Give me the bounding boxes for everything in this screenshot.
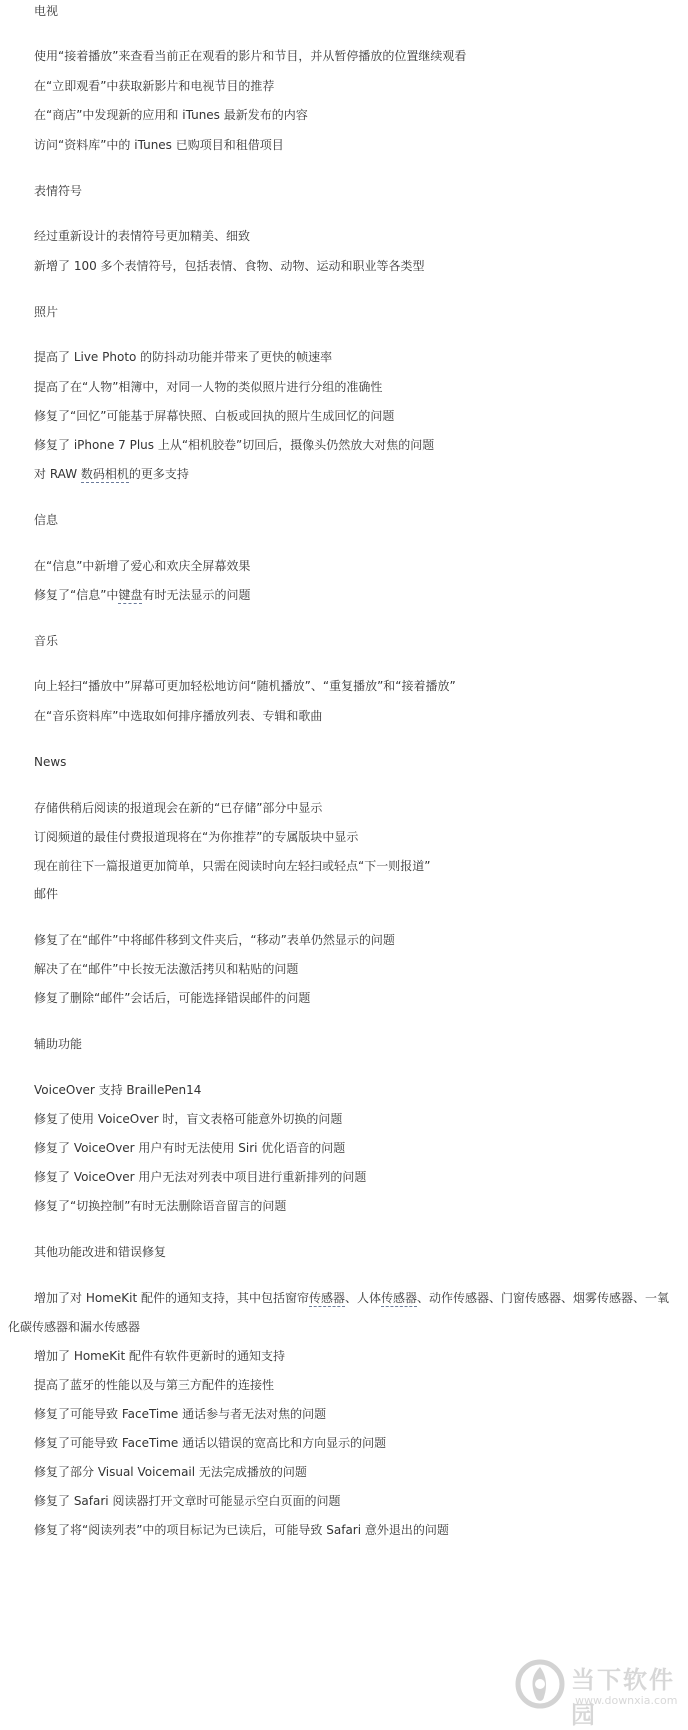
homekit-part-1: 增加了对 HomeKit 配件的通知支持，其中包括窗帘 (34, 1291, 309, 1305)
homekit-part-2: 、人体 (345, 1291, 382, 1305)
list-item: 修复了 iPhone 7 Plus 上从“相机胶卷”切回后，摄像头仍然放大对焦的问题 (34, 438, 435, 452)
list-item: 现在前往下一篇报道更加简单，只需在阅读时向左轻扫或轻点“下一则报道” (34, 859, 431, 873)
list-item-homekit-cont: 化碳传感器和漏水传感器 (8, 1320, 141, 1334)
raw-prefix: 对 RAW (34, 467, 81, 481)
list-item: 新增了 100 多个表情符号，包括表情、食物、动物、运动和职业等各类型 (34, 259, 425, 273)
list-item: 修复了可能导致 FaceTime 通话以错误的宽高比和方向显示的问题 (34, 1436, 387, 1450)
watermark-title: 当下软件园 (571, 1666, 675, 1729)
list-item: 解决了在“邮件”中长按无法激活拷贝和粘贴的问题 (34, 962, 299, 976)
list-item: 访问“资料库”中的 iTunes 已购项目和租借项目 (34, 138, 284, 152)
list-item: 修复了删除“邮件”会话后，可能选择错误邮件的问题 (34, 991, 311, 1005)
list-item: 修复了 VoiceOver 用户有时无法使用 Siri 优化语音的问题 (34, 1141, 346, 1155)
homekit-part-3: 、动作传感器、门窗传感器、烟雾传感器、一氧 (417, 1291, 670, 1305)
section-heading-music: 音乐 (34, 634, 59, 648)
list-item-homekit (34, 1290, 669, 1306)
list-item: 修复了可能导致 FaceTime 通话参与者无法对焦的问题 (34, 1407, 327, 1421)
list-item: 修复了在“邮件”中将邮件移到文件夹后，“移动”表单仍然显示的问题 (34, 933, 395, 947)
keyboard-link[interactable]: 键盘 (118, 588, 143, 602)
sensor-link-2[interactable]: 传感器 (381, 1291, 418, 1305)
list-item: 在“信息”中新增了爱心和欢庆全屏幕效果 (34, 559, 251, 573)
list-item-keyboard (34, 587, 250, 603)
list-item: VoiceOver 支持 BraillePen14 (34, 1083, 202, 1097)
list-item: 使用“接着播放”来查看当前正在观看的影片和节目，并从暂停播放的位置继续观看 (34, 49, 467, 63)
section-heading-news: News (34, 755, 67, 769)
list-item: 修复了部分 Visual Voicemail 无法完成播放的问题 (34, 1465, 307, 1479)
list-item: 增加了 HomeKit 配件有软件更新时的通知支持 (34, 1349, 285, 1363)
watermark-url: www.downxia.com (575, 1694, 678, 1707)
raw-suffix: 的更多支持 (128, 467, 189, 481)
list-item: 修复了“切换控制”有时无法删除语音留言的问题 (34, 1199, 287, 1213)
digital-camera-link[interactable]: 数码相机 (80, 467, 129, 481)
sensor-link-1[interactable]: 传感器 (308, 1291, 345, 1305)
section-heading-emoji: 表情符号 (34, 184, 83, 198)
list-item: 经过重新设计的表情符号更加精美、细致 (34, 229, 251, 243)
list-item: 提高了在“人物”相簿中，对同一人物的类似照片进行分组的准确性 (34, 380, 383, 394)
list-item: 提高了蓝牙的性能以及与第三方配件的连接性 (34, 1378, 275, 1392)
list-item: 在“音乐资料库”中选取如何排序播放列表、专辑和歌曲 (34, 709, 323, 723)
list-item-raw (34, 466, 189, 482)
watermark (515, 1658, 685, 1729)
keyboard-prefix: 修复了“信息”中 (34, 588, 119, 602)
list-item: 修复了将“阅读列表”中的项目标记为已读后，可能导致 Safari 意外退出的问题 (34, 1523, 449, 1537)
list-item: 提高了 Live Photo 的防抖动功能并带来了更快的帧速率 (34, 350, 333, 364)
list-item: 修复了 Safari 阅读器打开文章时可能显示空白页面的问题 (34, 1494, 341, 1508)
keyboard-suffix: 有时无法显示的问题 (142, 588, 251, 602)
list-item: 在“立即观看”中获取新影片和电视节目的推荐 (34, 79, 275, 93)
list-item: 订阅频道的最佳付费报道现将在“为你推荐”的专属版块中显示 (34, 830, 359, 844)
watermark-logo-icon (515, 1658, 565, 1710)
list-item: 修复了“回忆”可能基于屏幕快照、白板或回执的照片生成回忆的问题 (34, 409, 395, 423)
list-item: 存储供稍后阅读的报道现会在新的“已存储”部分中显示 (34, 801, 323, 815)
section-heading-accessibility: 辅助功能 (34, 1037, 83, 1051)
list-item: 修复了 VoiceOver 用户无法对列表中项目进行重新排列的问题 (34, 1170, 367, 1184)
list-item: 向上轻扫“播放中”屏幕可更加轻松地访问“随机播放”、“重复播放”和“接着播放” (34, 679, 456, 693)
list-item: 修复了使用 VoiceOver 时，盲文表格可能意外切换的问题 (34, 1112, 343, 1126)
section-heading-other: 其他功能改进和错误修复 (34, 1245, 167, 1259)
list-item: 在“商店”中发现新的应用和 iTunes 最新发布的内容 (34, 108, 308, 122)
section-heading-photos: 照片 (34, 305, 59, 319)
section-heading-mail: 邮件 (34, 887, 59, 901)
section-heading-tv: 电视 (34, 4, 59, 18)
section-heading-messages: 信息 (34, 513, 59, 527)
